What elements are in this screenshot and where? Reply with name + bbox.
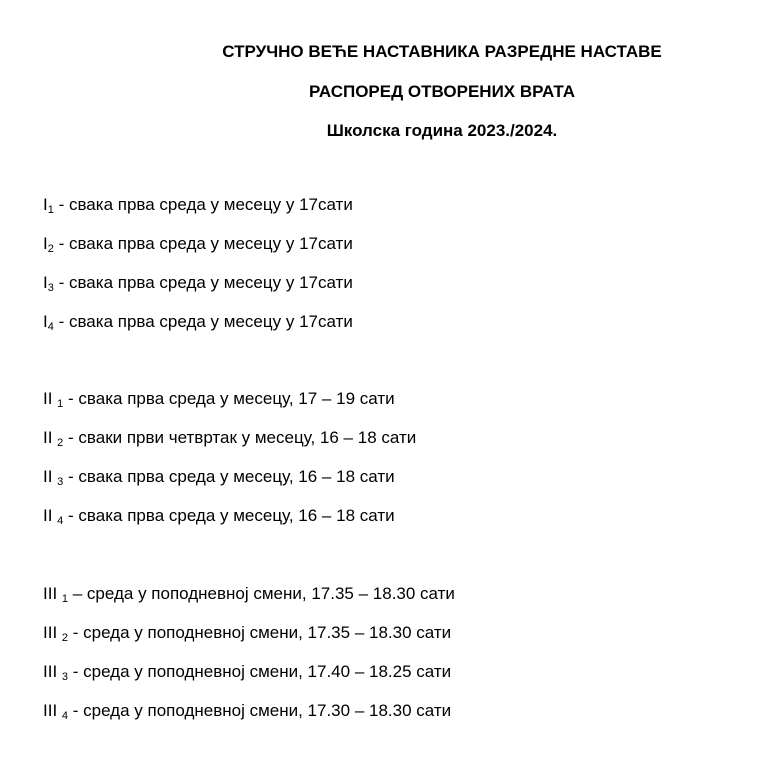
schedule-entry-i4 <box>43 312 353 332</box>
entry-grade: II <box>43 389 58 408</box>
entry-grade: III <box>43 584 62 603</box>
entry-text: - среда у поподневној смени, 17.30 – 18.30 сати <box>68 701 452 720</box>
entry-section: 2 <box>61 632 69 644</box>
entry-grade: II <box>43 467 58 486</box>
school-year: Школска година 2023./2024. <box>326 121 558 140</box>
schedule-entry-i2 <box>43 234 353 254</box>
entry-grade: III <box>43 623 62 642</box>
entry-grade: II <box>43 506 58 525</box>
entry-section: 2 <box>47 243 54 255</box>
schedule-entry-iii3 <box>43 662 451 682</box>
schedule-entry-iii2 <box>43 623 451 643</box>
schedule-entry-ii1 <box>43 389 395 409</box>
entry-section: 1 <box>47 204 54 216</box>
schedule-entry-ii3 <box>43 467 395 487</box>
schedule-entry-iii4 <box>43 701 451 721</box>
entry-grade: III <box>43 701 62 720</box>
entry-grade: I <box>43 234 48 253</box>
entry-section: 2 <box>57 437 64 449</box>
entry-text: - свака прва среда у месецу, 17 – 19 сати <box>63 389 395 408</box>
schedule-entry-i1 <box>43 195 353 215</box>
entry-text: - свака прва среда у месецу у 17сати <box>53 234 353 253</box>
entry-grade: I <box>43 273 48 292</box>
entry-grade: III <box>43 662 62 681</box>
entry-text: - среда у поподневној смени, 17.35 – 18.30 сати <box>68 623 452 642</box>
entry-section: 3 <box>61 671 69 683</box>
entry-section: 4 <box>61 710 69 722</box>
entry-section: 3 <box>57 476 64 488</box>
entry-section: 1 <box>57 398 64 410</box>
schedule-entry-ii4 <box>43 506 395 526</box>
entry-section: 1 <box>61 593 69 605</box>
entry-section: 3 <box>47 282 54 294</box>
entry-text: - свака прва среда у месецу у 17сати <box>53 195 353 214</box>
entry-text: - сваки први четвртак у месецу, 16 – 18 сати <box>63 428 417 447</box>
council-title: СТРУЧНО ВЕЋЕ НАСТАВНИКА РАЗРЕДНЕ НАСТАВЕ <box>222 42 662 61</box>
entry-text: – среда у поподневној смени, 17.35 – 18.30 сати <box>68 584 455 603</box>
schedule-entry-ii2 <box>43 428 416 448</box>
entry-grade: II <box>43 428 58 447</box>
entry-text: - свака прва среда у месецу у 17сати <box>53 312 353 331</box>
entry-section: 4 <box>57 515 64 527</box>
entry-text: - свака прва среда у месецу у 17сати <box>53 273 353 292</box>
schedule-title: РАСПОРЕД ОТВОРЕНИХ ВРАТА <box>309 82 575 101</box>
entry-text: - свака прва среда у месецу, 16 – 18 сати <box>63 467 395 486</box>
entry-text: - свака прва среда у месецу, 16 – 18 сати <box>63 506 395 525</box>
schedule-entry-iii1 <box>43 584 455 604</box>
entry-grade: I <box>43 312 48 331</box>
entry-grade: I <box>43 195 48 214</box>
entry-text: - среда у поподневној смени, 17.40 – 18.25 сати <box>68 662 452 681</box>
entry-section: 4 <box>47 321 54 333</box>
schedule-entry-i3 <box>43 273 353 293</box>
